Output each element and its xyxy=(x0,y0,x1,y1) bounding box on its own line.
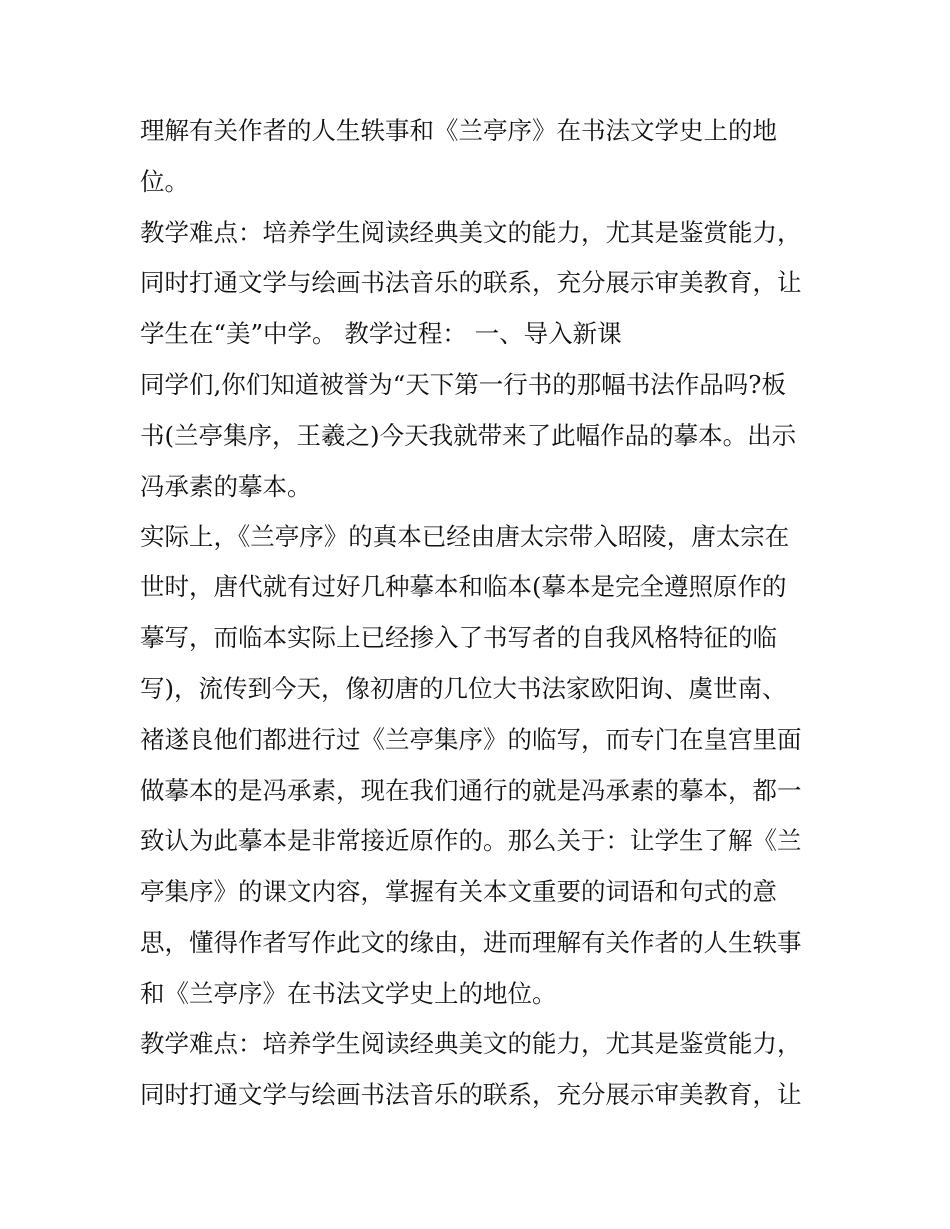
text-line: 和《兰亭序》在书法文学史上的地位。 xyxy=(140,979,557,1008)
text-line: 教学难点：培养学生阅读经典美文的能力，尤其是鉴赏能力， xyxy=(140,218,802,247)
text-line: 做摹本的是冯承素，现在我们通行的就是冯承素的摹本，都一 xyxy=(140,776,802,805)
text-line: 位。 xyxy=(140,167,189,196)
text-line: 学生在“美”中学。 教学过程： 一、导入新课 xyxy=(140,319,622,348)
text-line: 写)，流传到今天，像初唐的几位大书法家欧阳询、虞世南、 xyxy=(140,674,787,703)
text-line: 同时打通文学与绘画书法音乐的联系，充分展示审美教育，让 xyxy=(140,268,802,297)
text-line: 同学们,你们知道被誉为“天下第一行书的那幅书法作品吗?板 xyxy=(140,370,786,399)
text-line: 理解有关作者的人生轶事和《兰亭序》在书法文学史上的地 xyxy=(140,116,777,145)
text-line: 世时，唐代就有过好几种摹本和临本(摹本是完全遵照原作的 xyxy=(140,572,787,601)
text-line: 致认为此摹本是非常接近原作的。那么关于：让学生了解《兰 xyxy=(140,826,802,855)
text-line: 教学难点：培养学生阅读经典美文的能力，尤其是鉴赏能力， xyxy=(140,1029,802,1058)
text-line: 思，懂得作者写作此文的缘由，进而理解有关作者的人生轶事 xyxy=(140,928,802,957)
text-line: 摹写，而临本实际上已经掺入了书写者的自我风格特征的临 xyxy=(140,623,777,652)
text-line: 亭集序》的课文内容，掌握有关本文重要的词语和句式的意 xyxy=(140,877,777,906)
text-line: 同时打通文学与绘画书法音乐的联系，充分展示审美教育，让 xyxy=(140,1080,802,1109)
text-line: 书(兰亭集序，王羲之)今天我就带来了此幅作品的摹本。出示 xyxy=(140,421,797,450)
text-line: 褚遂良他们都进行过《兰亭集序》的临写，而专门在皇宫里面 xyxy=(140,725,802,754)
text-line: 实际上，《兰亭序》的真本已经由唐太宗带入昭陵，唐太宗在 xyxy=(140,522,790,551)
text-line: 冯承素的摹本。 xyxy=(140,472,312,501)
